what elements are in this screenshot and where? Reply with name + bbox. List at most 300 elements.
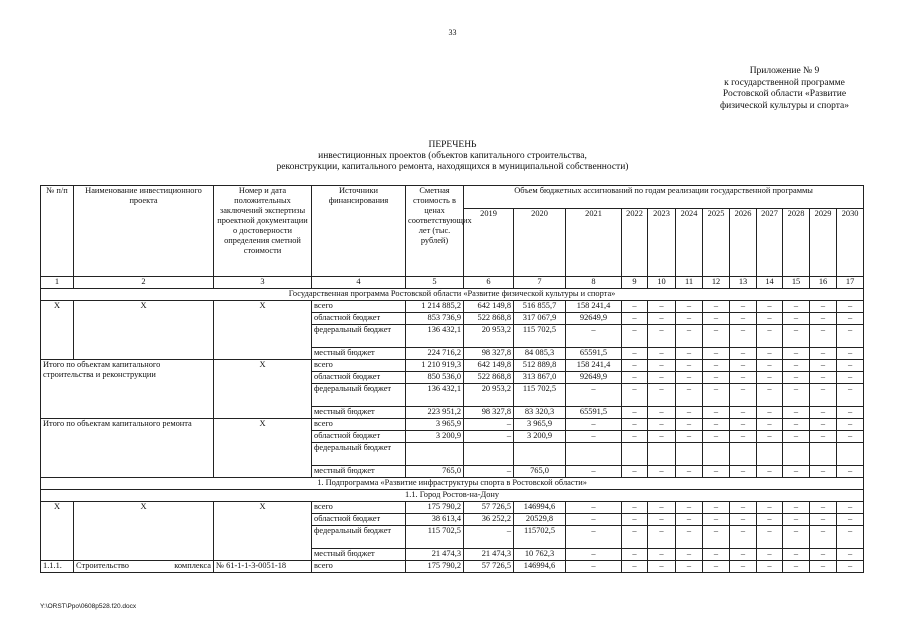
column-number: 7 (514, 277, 566, 289)
value-dash: – (783, 325, 810, 348)
header-year: 2029 (810, 209, 837, 277)
value-y2019: 642 149,8 (464, 360, 514, 372)
value-dash: – (730, 502, 757, 514)
value-dash: – (783, 419, 810, 431)
value-dash: – (783, 301, 810, 313)
value-dash: – (783, 549, 810, 561)
value-dash: – (783, 384, 810, 407)
column-number: 2 (74, 277, 214, 289)
table-row (41, 561, 864, 573)
value-cost (406, 443, 464, 466)
title-line: инвестиционных проектов (объектов капитального строительства, (318, 151, 587, 161)
value-dash: – (648, 360, 676, 372)
column-number: 3 (214, 277, 312, 289)
column-number: 14 (757, 277, 783, 289)
value-dash: – (648, 526, 676, 549)
value-dash: – (676, 419, 703, 431)
value-cost: 136 432,1 (406, 325, 464, 348)
value-dash: – (783, 514, 810, 526)
value-dash: – (810, 526, 837, 549)
value-dash: – (703, 549, 730, 561)
value-y2020: 20529,8 (514, 514, 566, 526)
value-dash: – (622, 313, 648, 325)
header-year: 2019 (464, 209, 514, 277)
document-title (0, 140, 905, 173)
value-dash: – (837, 301, 864, 313)
source-label: областной бюджет (312, 431, 406, 443)
x-mark: Х (214, 360, 312, 419)
value-dash: – (703, 372, 730, 384)
value-dash: – (730, 325, 757, 348)
value-dash: – (622, 466, 648, 478)
value-dash: – (703, 514, 730, 526)
value-dash: – (648, 313, 676, 325)
header-volume: Объем бюджетных ассигнований по годам реализации государственной программы (464, 186, 864, 209)
value-y2019: 522 868,8 (464, 372, 514, 384)
value-dash: – (757, 360, 783, 372)
value-dash: – (703, 407, 730, 419)
x-mark: Х (74, 301, 214, 360)
value-dash (810, 443, 837, 466)
value-dash: – (730, 372, 757, 384)
value-y2019 (464, 443, 514, 466)
value-dash: – (757, 325, 783, 348)
value-dash: – (757, 301, 783, 313)
column-number: 5 (406, 277, 464, 289)
value-dash (730, 443, 757, 466)
value-y2021: – (566, 419, 622, 431)
column-numbers-row (41, 277, 864, 289)
row-dash: – (703, 561, 730, 573)
column-number: 12 (703, 277, 730, 289)
header-year: 2025 (703, 209, 730, 277)
value-dash: – (757, 384, 783, 407)
value-dash: – (810, 384, 837, 407)
value-dash: – (757, 372, 783, 384)
value-dash: – (730, 419, 757, 431)
value-dash: – (783, 431, 810, 443)
value-dash: – (837, 502, 864, 514)
column-number: 4 (312, 277, 406, 289)
value-dash: – (810, 313, 837, 325)
value-dash: – (622, 348, 648, 360)
title-line: реконструкции, капитального ремонта, находящихся в муниципальной собственности) (276, 162, 629, 172)
value-dash: – (783, 407, 810, 419)
header-year: 2030 (837, 209, 864, 277)
value-dash: – (837, 431, 864, 443)
value-y2020: 317 067,9 (514, 313, 566, 325)
block-label: Итого по объектам капитального ремонта (41, 419, 214, 478)
table-row (41, 419, 864, 431)
value-dash: – (810, 407, 837, 419)
value-dash: – (648, 549, 676, 561)
value-dash: – (810, 431, 837, 443)
value-dash: – (622, 514, 648, 526)
value-dash: – (703, 526, 730, 549)
value-dash (837, 443, 864, 466)
value-dash: – (837, 466, 864, 478)
value-dash: – (648, 431, 676, 443)
value-y2020: 3 200,9 (514, 431, 566, 443)
value-dash: – (648, 502, 676, 514)
row-name-part: комплекса (174, 561, 211, 570)
value-cost: 850 536,0 (406, 372, 464, 384)
header-year: 2026 (730, 209, 757, 277)
value-y2020: 146994,6 (514, 502, 566, 514)
value-dash: – (622, 360, 648, 372)
value-dash (648, 443, 676, 466)
value-dash: – (730, 384, 757, 407)
value-dash: – (810, 514, 837, 526)
value-dash: – (757, 466, 783, 478)
value-dash: – (676, 301, 703, 313)
value-y2020: 512 889,8 (514, 360, 566, 372)
value-cost: 3 200,9 (406, 431, 464, 443)
row-name (74, 561, 214, 573)
table-blocks (41, 301, 864, 478)
value-dash: – (703, 431, 730, 443)
value-dash: – (783, 360, 810, 372)
x-mark: Х (214, 502, 312, 561)
value-dash: – (837, 407, 864, 419)
source-label: федеральный бюджет (312, 384, 406, 407)
value-dash: – (810, 348, 837, 360)
value-dash: – (676, 549, 703, 561)
value-cost: 115 702,5 (406, 526, 464, 549)
value-dash: – (783, 502, 810, 514)
value-dash: – (703, 502, 730, 514)
value-dash: – (703, 360, 730, 372)
column-number: 6 (464, 277, 514, 289)
value-dash: – (730, 301, 757, 313)
value-dash: – (783, 348, 810, 360)
value-dash: – (703, 466, 730, 478)
value-dash: – (648, 301, 676, 313)
value-y2020: 115 702,5 (514, 384, 566, 407)
header-year: 2023 (648, 209, 676, 277)
appendix-line: к государственной программе (724, 77, 845, 88)
investment-projects-table (40, 185, 864, 573)
value-dash (783, 443, 810, 466)
value-dash: – (622, 384, 648, 407)
column-number: 13 (730, 277, 757, 289)
row-expertise: № 61-1-1-3-0051-18 (214, 561, 312, 573)
value-y2020: 313 867,0 (514, 372, 566, 384)
value-dash (757, 443, 783, 466)
value-dash: – (648, 419, 676, 431)
row-dash: – (622, 561, 648, 573)
row-dash: – (648, 561, 676, 573)
block-label: Итого по объектам капитального строительства и реконструкции (41, 360, 214, 419)
value-dash: – (837, 348, 864, 360)
value-dash: – (757, 502, 783, 514)
source-label: областной бюджет (312, 313, 406, 325)
source-label: областной бюджет (312, 372, 406, 384)
value-dash: – (622, 419, 648, 431)
value-dash: – (730, 407, 757, 419)
value-dash: – (676, 407, 703, 419)
value-dash: – (810, 549, 837, 561)
value-dash: – (783, 526, 810, 549)
source-label: федеральный бюджет (312, 325, 406, 348)
value-dash: – (648, 407, 676, 419)
value-dash: – (676, 502, 703, 514)
value-dash: – (783, 466, 810, 478)
value-y2021: 65591,5 (566, 407, 622, 419)
value-dash: – (648, 384, 676, 407)
value-cost: 136 432,1 (406, 384, 464, 407)
value-y2019: – (464, 431, 514, 443)
source-label: всего (312, 301, 406, 313)
value-dash: – (837, 372, 864, 384)
value-y2021: – (566, 466, 622, 478)
source-label: областной бюджет (312, 514, 406, 526)
row-source: всего (312, 561, 406, 573)
value-dash: – (622, 301, 648, 313)
column-number: 11 (676, 277, 703, 289)
value-dash: – (730, 313, 757, 325)
appendix-line: Ростовской области «Развитие (722, 89, 847, 99)
value-dash: – (730, 431, 757, 443)
value-y2021: – (566, 431, 622, 443)
value-dash: – (837, 384, 864, 407)
x-mark: Х (214, 301, 312, 360)
row-2020: 146994,6 (514, 561, 566, 573)
value-y2019: 98 327,8 (464, 348, 514, 360)
column-number: 10 (648, 277, 676, 289)
row-name-part: Строительство (76, 561, 129, 570)
value-dash: – (730, 348, 757, 360)
value-dash: – (622, 372, 648, 384)
value-dash (622, 443, 648, 466)
value-y2019: – (464, 526, 514, 549)
value-dash: – (757, 407, 783, 419)
value-dash: – (622, 526, 648, 549)
source-label: всего (312, 419, 406, 431)
appendix-line: физической культуры и спорта» (719, 100, 849, 111)
program-title: Государственная программа Ростовской области «Развитие физической культуры и спорта» (41, 289, 864, 301)
value-y2020: 516 855,7 (514, 301, 566, 313)
value-dash: – (622, 431, 648, 443)
city-block (41, 502, 864, 561)
value-cost: 21 474,3 (406, 549, 464, 561)
value-dash: – (676, 514, 703, 526)
value-dash: – (810, 325, 837, 348)
value-dash: – (810, 360, 837, 372)
value-y2019: 57 726,5 (464, 502, 514, 514)
value-cost: 38 613,4 (406, 514, 464, 526)
value-dash: – (810, 372, 837, 384)
value-dash: – (703, 313, 730, 325)
source-label: местный бюджет (312, 466, 406, 478)
appendix-note (720, 66, 849, 112)
value-dash: – (837, 514, 864, 526)
header-cost: Сметная стоимость в ценах соответствующих лет (тыс. рублей) (406, 186, 464, 277)
value-y2021: – (566, 325, 622, 348)
value-dash: – (757, 514, 783, 526)
value-y2020: 115 702,5 (514, 325, 566, 348)
row-dash: – (676, 561, 703, 573)
value-dash: – (810, 301, 837, 313)
column-number: 9 (622, 277, 648, 289)
title-heading: ПЕРЕЧЕНЬ (428, 140, 477, 150)
value-y2020: 115702,5 (514, 526, 566, 549)
value-dash: – (676, 466, 703, 478)
value-y2019: 642 149,8 (464, 301, 514, 313)
city-title: 1.1. Город Ростов-на-Дону (41, 490, 864, 502)
value-dash: – (622, 549, 648, 561)
value-y2020: 10 762,3 (514, 549, 566, 561)
source-label: всего (312, 360, 406, 372)
value-dash: – (703, 348, 730, 360)
table-row (41, 360, 864, 372)
value-dash: – (757, 348, 783, 360)
value-y2020: 84 085,3 (514, 348, 566, 360)
source-label: местный бюджет (312, 407, 406, 419)
value-y2021: – (566, 384, 622, 407)
column-number: 15 (783, 277, 810, 289)
value-dash: – (730, 549, 757, 561)
value-dash: – (648, 325, 676, 348)
value-dash (703, 443, 730, 466)
value-y2019: 20 953,2 (464, 325, 514, 348)
value-y2019: – (464, 419, 514, 431)
value-y2021: – (566, 526, 622, 549)
value-dash: – (837, 526, 864, 549)
value-y2021: 65591,5 (566, 348, 622, 360)
value-dash: – (837, 360, 864, 372)
value-dash: – (703, 325, 730, 348)
header-year: 2024 (676, 209, 703, 277)
value-y2020 (514, 443, 566, 466)
header-year: 2027 (757, 209, 783, 277)
header-num: № п/п (41, 186, 74, 277)
x-mark: Х (41, 502, 74, 561)
source-label: федеральный бюджет (312, 526, 406, 549)
value-cost: 1 210 919,3 (406, 360, 464, 372)
value-y2019: 20 953,2 (464, 384, 514, 407)
header-year: 2021 (566, 209, 622, 277)
value-dash: – (648, 348, 676, 360)
source-label: всего (312, 502, 406, 514)
value-dash: – (648, 466, 676, 478)
value-dash: – (837, 419, 864, 431)
value-dash: – (676, 431, 703, 443)
row-dash: – (730, 561, 757, 573)
row-2019: 57 726,5 (464, 561, 514, 573)
value-dash: – (676, 372, 703, 384)
value-dash: – (676, 384, 703, 407)
value-dash: – (757, 549, 783, 561)
x-mark: Х (214, 419, 312, 478)
header-expertise: Номер и дата положительных заключений экспертизы проектной документации о достоверности определения сметной стоимости (214, 186, 312, 277)
row-num: 1.1.1. (41, 561, 74, 573)
column-number: 17 (837, 277, 864, 289)
row-2021: – (566, 561, 622, 573)
subprogram-title: 1. Подпрограмма «Развитие инфраструктуры спорта в Ростовской области» (41, 478, 864, 490)
value-dash: – (703, 419, 730, 431)
value-y2019: 36 252,2 (464, 514, 514, 526)
value-cost: 224 716,2 (406, 348, 464, 360)
source-label: федеральный бюджет (312, 443, 406, 466)
header-year: 2022 (622, 209, 648, 277)
value-dash: – (622, 325, 648, 348)
value-y2019: 98 327,8 (464, 407, 514, 419)
header-sources: Источники финансирования (312, 186, 406, 277)
value-y2019: 522 868,8 (464, 313, 514, 325)
value-dash: – (648, 514, 676, 526)
value-dash: – (648, 372, 676, 384)
value-dash: – (810, 419, 837, 431)
value-y2021: – (566, 514, 622, 526)
column-number: 1 (41, 277, 74, 289)
value-dash: – (730, 514, 757, 526)
value-dash: – (676, 360, 703, 372)
header-name: Наименование инвестиционного проекта (74, 186, 214, 277)
value-dash: – (757, 419, 783, 431)
value-cost: 853 736,9 (406, 313, 464, 325)
row-dash: – (837, 561, 864, 573)
value-dash: – (676, 348, 703, 360)
table-row (41, 301, 864, 313)
value-y2019: – (464, 466, 514, 478)
value-y2020: 3 965,9 (514, 419, 566, 431)
value-dash (676, 443, 703, 466)
value-cost: 1 214 885,2 (406, 301, 464, 313)
value-y2021: 92649,9 (566, 313, 622, 325)
header-year: 2020 (514, 209, 566, 277)
row-cost: 175 790,2 (406, 561, 464, 573)
value-dash: – (676, 313, 703, 325)
value-dash: – (676, 325, 703, 348)
row-dash: – (783, 561, 810, 573)
value-y2021: 158 241,4 (566, 360, 622, 372)
value-y2021: 158 241,4 (566, 301, 622, 313)
value-dash: – (783, 372, 810, 384)
value-y2021 (566, 443, 622, 466)
value-cost: 223 951,2 (406, 407, 464, 419)
x-mark: Х (74, 502, 214, 561)
column-number: 8 (566, 277, 622, 289)
value-dash: – (730, 466, 757, 478)
value-dash: – (730, 360, 757, 372)
value-cost: 765,0 (406, 466, 464, 478)
row-dash: – (757, 561, 783, 573)
file-path-footer: Y:\ORST\Ppo\0608p528.f20.docx (40, 603, 137, 610)
value-dash: – (837, 313, 864, 325)
value-y2020: 83 320,3 (514, 407, 566, 419)
value-y2021: 92649,9 (566, 372, 622, 384)
value-dash: – (622, 502, 648, 514)
value-dash: – (837, 549, 864, 561)
value-dash: – (810, 502, 837, 514)
value-cost: 175 790,2 (406, 502, 464, 514)
value-y2021: – (566, 502, 622, 514)
value-dash: – (810, 466, 837, 478)
value-dash: – (703, 301, 730, 313)
x-mark: Х (41, 301, 74, 360)
value-dash: – (757, 526, 783, 549)
page-number: 33 (448, 28, 457, 37)
value-dash: – (676, 526, 703, 549)
value-y2021: – (566, 549, 622, 561)
value-dash: – (757, 313, 783, 325)
value-dash: – (757, 431, 783, 443)
row-dash: – (810, 561, 837, 573)
value-dash: – (837, 325, 864, 348)
column-number: 16 (810, 277, 837, 289)
value-dash: – (783, 313, 810, 325)
